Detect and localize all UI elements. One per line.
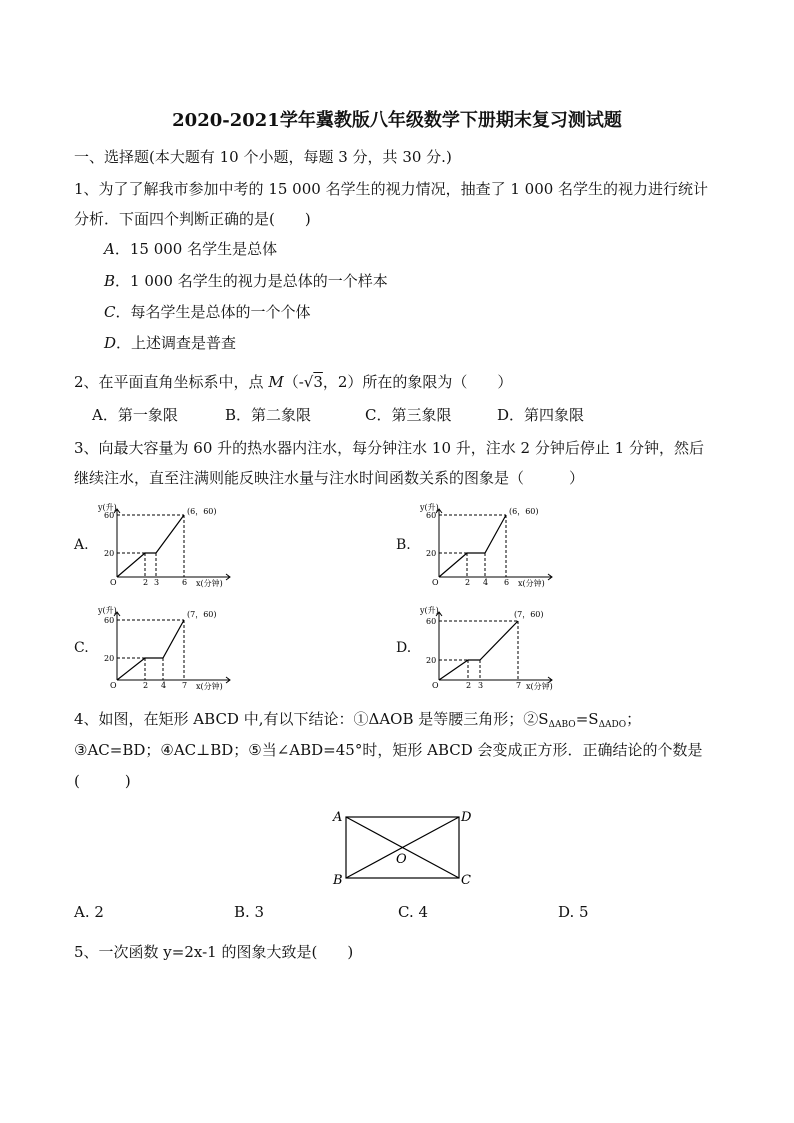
- end-point-label: (6，60): [509, 507, 539, 516]
- function-line: [117, 515, 184, 577]
- y-tick: 20: [104, 654, 115, 663]
- q4-line3: ( ): [74, 772, 131, 790]
- y-tick: 20: [426, 549, 437, 558]
- vertex-b-label: B: [333, 873, 343, 888]
- x-tick: 2: [143, 681, 149, 690]
- graph-d-label: D.: [396, 640, 412, 656]
- x-axis-label: x(分钟): [526, 682, 553, 691]
- vertex-a-label: A: [333, 810, 343, 825]
- y-tick: 20: [104, 549, 115, 558]
- x-tick: 2: [466, 681, 472, 690]
- function-line: [439, 515, 506, 577]
- graph-b-label: B.: [396, 537, 411, 553]
- y-axis-label: y(升): [420, 606, 439, 615]
- x-tick: 7: [516, 681, 522, 690]
- q5-line1: 5、一次函数 y=2x-1 的图象大致是( ): [74, 943, 354, 961]
- q1-option-b: B．1 000 名学生的视力是总体的一个样本: [104, 272, 388, 290]
- q4-option-a: A. 2: [74, 903, 104, 921]
- y-axis-label: y(升): [98, 503, 117, 512]
- q2-option-a: A．第一象限: [92, 406, 178, 424]
- x-axis-label: x(分钟): [518, 579, 545, 588]
- x-tick: 2: [465, 578, 471, 587]
- graph-b: [414, 500, 574, 588]
- q2-option-d: D．第四象限: [497, 406, 585, 424]
- end-point-label: (7，60): [514, 610, 544, 619]
- vertex-d-label: D: [461, 810, 472, 825]
- q3-line1: 3、向最大容量为 60 升的热水器内注水，每分钟注水 10 升，注水 2 分钟后停止 1 分钟，然后: [74, 439, 704, 457]
- x-tick: 7: [182, 681, 188, 690]
- q1-line2: 分析．下面四个判断正确的是( ): [74, 210, 311, 228]
- x-tick: 6: [504, 578, 510, 587]
- function-line: [117, 620, 184, 680]
- section-heading: 一、选择题(本大题有 10 个小题，每题 3 分，共 30 分.): [74, 148, 452, 166]
- graph-c: [92, 603, 252, 691]
- graph-a-label: A.: [74, 537, 89, 553]
- q2-stem: 2、在平面直角坐标系中，点 M（-√3，2）所在的象限为（ ）: [74, 373, 513, 391]
- q2-option-b: B．第二象限: [225, 406, 312, 424]
- origin-label: O: [110, 578, 117, 587]
- graph-a: [92, 500, 252, 588]
- center-o-label: O: [396, 852, 407, 867]
- rectangle-abcd-figure: [325, 805, 480, 890]
- q1-option-d: D．上述调查是普查: [104, 334, 237, 352]
- q2-option-c: C．第三象限: [365, 406, 452, 424]
- x-tick: 3: [478, 681, 484, 690]
- y-tick: 60: [104, 511, 115, 520]
- q3-line2: 继续注水，直至注满则能反映注水量与注水时间函数关系的图象是（ ）: [74, 469, 585, 487]
- page-title: 2020-2021学年冀教版八年级数学下册期末复习测试题: [172, 110, 622, 131]
- function-line: [439, 621, 518, 680]
- x-tick: 4: [483, 578, 489, 587]
- q4-option-d: D. 5: [558, 903, 589, 921]
- x-tick: 4: [161, 681, 167, 690]
- x-tick: 2: [143, 578, 149, 587]
- vertex-c-label: C: [461, 873, 471, 888]
- q1-option-a: A．15 000 名学生是总体: [104, 240, 278, 258]
- y-axis-label: y(升): [98, 606, 117, 615]
- q4-line2: ③AC=BD；④AC⊥BD；⑤当∠ABD=45°时，矩形 ABCD 会变成正方形．正确结论的个数是: [74, 741, 703, 759]
- y-tick: 60: [104, 616, 115, 625]
- x-axis-label: x(分钟): [196, 579, 223, 588]
- q1-line1: 1、为了了解我市参加中考的 15 000 名学生的视力情况，抽查了 1 000 名学生的视力进行统计: [74, 180, 709, 198]
- origin-label: O: [432, 578, 439, 587]
- end-point-label: (6，60): [187, 507, 217, 516]
- q1-option-c: C．每名学生是总体的一个个体: [104, 303, 311, 321]
- q4-line1: 4、如图，在矩形 ABCD 中,有以下结论：①ΔAOB 是等腰三角形；$②S_{\Delta ABO}=S_{\Delta ADO}$；: [74, 710, 642, 730]
- x-axis-label: x(分钟): [196, 682, 223, 691]
- q4-option-b: B. 3: [234, 903, 265, 921]
- y-axis-label: y(升): [420, 503, 439, 512]
- q4-option-c: C. 4: [398, 903, 429, 921]
- graph-c-label: C.: [74, 640, 89, 656]
- graph-d: [414, 603, 574, 691]
- end-point-label: (7，60): [187, 610, 217, 619]
- y-tick: 60: [426, 617, 437, 626]
- origin-label: O: [432, 681, 439, 690]
- y-tick: 60: [426, 511, 437, 520]
- x-tick: 3: [154, 578, 160, 587]
- y-tick: 20: [426, 656, 437, 665]
- origin-label: O: [110, 681, 117, 690]
- x-tick: 6: [182, 578, 188, 587]
